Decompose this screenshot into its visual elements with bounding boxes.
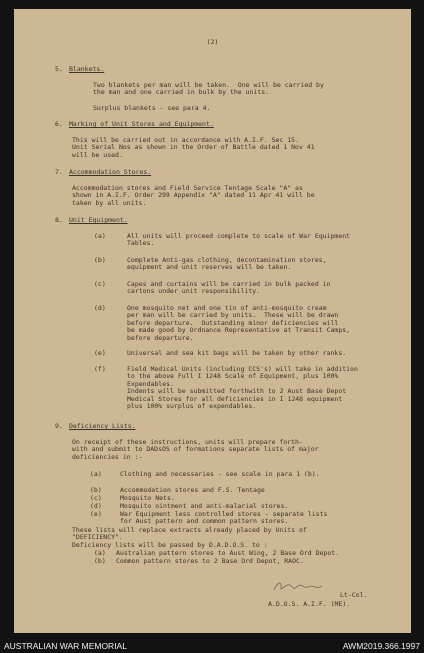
signature-appointment: A.D.O.S. A.I.F. (ME). <box>268 600 351 608</box>
section-5-heading: 5. Blankets. <box>55 65 105 73</box>
section-7-heading: 7. Accommodation Stores. <box>55 168 152 176</box>
section-8-heading: 8. Unit Equipment. <box>55 216 128 224</box>
section-9-heading: 9. Deficiency Lists. <box>55 422 136 430</box>
section-6-heading: 6. Marking of Unit Stores and Equipment. <box>55 120 214 128</box>
signature-rank: Lt-Col. <box>340 591 368 599</box>
footer-accession-number: AWM2019.366.1997 <box>342 641 420 651</box>
section-5-surplus: Surplus blankets - see para 4. <box>93 104 211 112</box>
section-7-paragraph: Accommodation stores and Field Service Tentage Scale "A" as shown in A.I.F. Order 299 Appendix "A" dated 11 Apr 41 will be taken by all units. <box>72 184 315 207</box>
section-6-paragraph: This will be carried out in accordance with A.I.F. Sec 15. Unit Serial Nos as shown in the Order of Battle dated 1 Nov 41 will be used. <box>72 136 315 159</box>
footer-collection: AUSTRALIAN WAR MEMORIAL <box>4 641 127 651</box>
footer-bar <box>0 639 424 653</box>
section-5-paragraph: Two blankets per man will be taken. One will be carried by the man and one carried in bulk by the units. <box>93 81 324 97</box>
section-9-after: These lists will replace extracts already placed by Units of "DEFICIENCY". Deficiency lists will be passed by D.A.D.O.S. to : <box>72 526 307 549</box>
page-number: (2) <box>206 38 219 46</box>
document-page: (2) 5. Blankets. Two blankets per man will be taken. One will be carried by the man and one carried in bulk by the units. Surplus blankets - see para 4. 6. Marking of Unit Stores and Equipment. This will be carried out in accordance with A.I.F. Sec 15. Unit Serial Nos as shown in the Order of Battle dated 1 Nov 41 will be used. 7. Accommodation Stores. Accommodation stores and Field Service Tentage Scale "A" as shown in A.I.F. Order 299 Appendix "A" dated 11 Apr 41 will be taken by all units. 8. Unit Equipment. (a) All units will proceed complete to scale of War Equipment Tables. (b) Complete Anti-gas clothing, decontamination stores, equipment and unit reserves will be taken. (c) Capes and curtains will be carried in bulk packed in cartons under unit responsibility. (d) One mosquito net and one tin of anti-mosquito cream per man will be carried by units. These will be drawn before departure. Outstanding minor deficiencies will be made good by Ordnance Representative at Transit Camps, before departure. (e) Universal and sea kit bags will be taken by other ranks. (f) Field Medical Units (including CCS's) will take in addition to the above Full I 1248 Scale of Equipment, plus 100% Expendables. Indents will be submitted forthwith to 2 Aust Base Depot Medical Stores for all deficiencies in I 1248 equipment plus 100% surplus of expendables. 9. Deficiency Lists. On receipt of these instructions, units will prepare forth- with and submit to DADsOS of formations separate lists of major deficiencies in :- (a) Clothing and necessaries - see scale in para 1 (b). (b) Accommodation stores and F.S. Tentage (c) Mosquito Nets. (d) Mosquito ointment and anti-malarial stores. (e) War Equipment less controlled stores - separate lists for Aust pattern and common pattern stores. These lists will replace extracts already placed by Units of "DEFICIENCY". Deficiency lists will be passed by D.A.D.O.S. to : (a) Australian pattern stores to Aust Wing, 2 Base Ord Depot. (b) Common pattern stores to 2 Base Ord Depot, RAOC. Lt-Col. A.D.O.S. A.I.F. (ME). <box>14 9 411 633</box>
section-9-intro: On receipt of these instructions, units will prepare forth- with and submit to DADsOS of formations separate lists of major deficiencies in :- <box>72 438 319 461</box>
